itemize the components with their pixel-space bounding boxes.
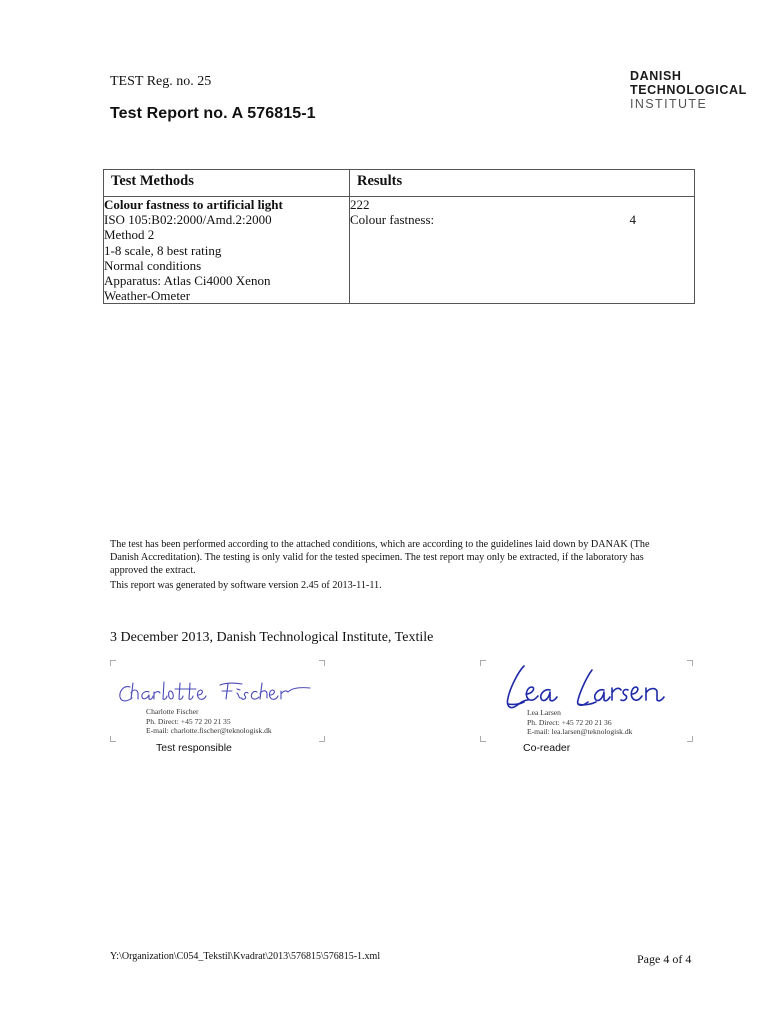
role-co-reader: Co-reader (523, 742, 571, 754)
method-line: 1-8 scale, 8 best rating (104, 242, 222, 258)
signer-name: Charlotte Fischer (146, 707, 199, 716)
test-results-table (103, 169, 695, 304)
signature-box-left (110, 660, 325, 742)
method-name: Colour fastness to artificial light (104, 197, 283, 212)
method-line: Method 2 (104, 227, 155, 243)
signer-email: E-mail: charlotte.fischer@teknologisk.dk (146, 726, 272, 735)
signer-email: E-mail: lea.larsen@teknologisk.dk (527, 727, 633, 736)
logo-line-1: DANISH (630, 69, 682, 83)
result-id: 222 (350, 197, 370, 212)
logo-line-2: TECHNOLOGICAL (630, 83, 747, 97)
signature-image (116, 679, 316, 709)
software-note: This report was generated by software version 2.45 of 2013-11-11. (110, 580, 382, 591)
method-line: Normal conditions (104, 257, 202, 273)
signer-phone: Ph. Direct: +45 72 20 21 36 (527, 717, 612, 727)
accreditation-note: The test has been performed according to the attached conditions, which are according to the guidelines laid down by DANAK (The Danish Accreditation). The testing is only valid for the tested specimen. The test report may only be extracted, if the laboratory has approved the extract. (110, 539, 650, 576)
signer-name: Lea Larsen (527, 708, 561, 717)
col-header-results: Results (350, 170, 695, 197)
result-row (350, 212, 636, 227)
result-cell (350, 197, 695, 304)
test-reg-number: TEST Reg. no. 25 (110, 74, 212, 89)
signer-phone: Ph. Direct: +45 72 20 21 35 (146, 716, 231, 726)
footer-page-number: Page 4 of 4 (637, 952, 692, 966)
result-label: Colour fastness: (350, 212, 435, 228)
method-line: ISO 105:B02:2000/Amd.2:2000 (104, 212, 272, 228)
method-line: Apparatus: Atlas Ci4000 Xenon (104, 273, 271, 289)
footer-file-path: Y:\Organization\C054_Tekstil\Kvadrat\2013\576815\576815-1.xml (110, 951, 381, 962)
report-title: Test Report no. A 576815-1 (110, 105, 316, 122)
signature-box-right (480, 660, 693, 742)
dti-logo (630, 69, 747, 111)
date-line: 3 December 2013, Danish Technological Institute, Textile (110, 630, 434, 645)
table-row (104, 197, 695, 304)
logo-line-3: INSTITUTE (630, 97, 708, 111)
result-value: 4 (629, 212, 636, 228)
signer-info (146, 707, 272, 736)
col-header-methods: Test Methods (104, 170, 350, 197)
signature-image (500, 660, 690, 718)
notes-block (110, 538, 670, 592)
method-cell (104, 197, 350, 304)
role-test-responsible: Test responsible (156, 742, 232, 754)
table-header-row (104, 170, 695, 197)
method-line: Weather-Ometer (104, 288, 191, 304)
